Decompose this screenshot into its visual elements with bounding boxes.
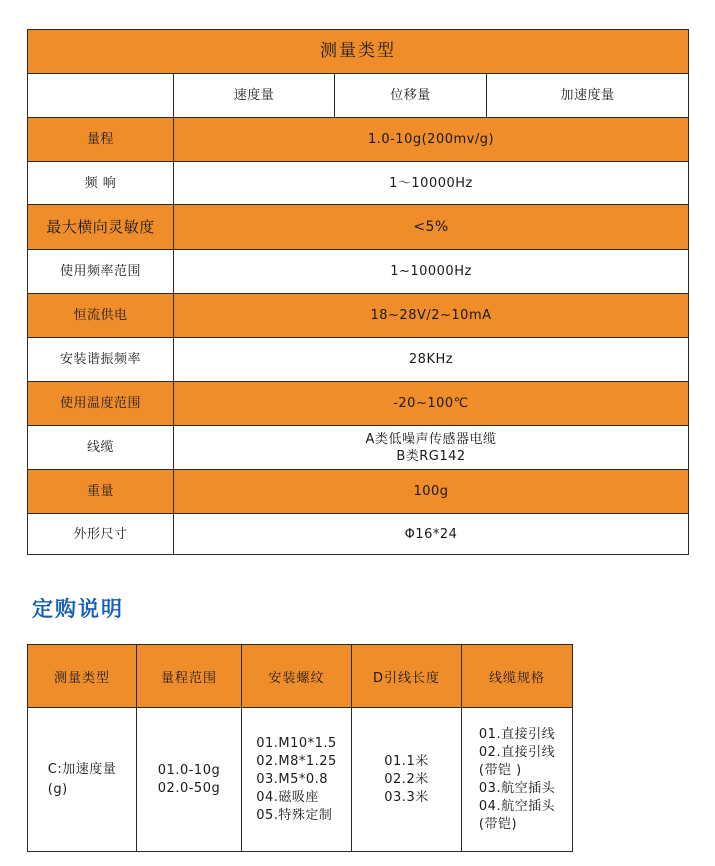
spec-value: <5% — [174, 205, 689, 250]
empty-cell — [28, 74, 174, 118]
list-item: 05.特殊定制 — [256, 807, 333, 823]
spec-label: 安装谐振频率 — [28, 338, 174, 382]
order-header: 测量类型 — [28, 645, 137, 708]
spec-table — [27, 29, 689, 555]
list-item: C:加速度量 — [47, 761, 117, 777]
spec-label: 最大横向灵敏度 — [28, 205, 174, 250]
spec-value: Φ16*24 — [174, 514, 689, 555]
list-item: 03.3米 — [384, 789, 429, 805]
spec-row — [28, 250, 689, 294]
range-cell — [137, 708, 242, 852]
cable-line-b: B类RG142 — [396, 448, 466, 464]
list-item: 04.磁吸座 — [256, 789, 319, 805]
spec-label: 恒流供电 — [28, 294, 174, 338]
spec-type-row — [28, 74, 689, 118]
order-header: 安装螺纹 — [242, 645, 352, 708]
spec-row — [28, 338, 689, 382]
spec-row — [28, 426, 689, 470]
spec-label: 量程 — [28, 118, 174, 162]
spec-value: 1～10000Hz — [174, 162, 689, 205]
spec-label: 外形尺寸 — [28, 514, 174, 555]
spec-value: 1.0-10g(200mv/g) — [174, 118, 689, 162]
spec-value — [174, 426, 689, 470]
spec-value: 28KHz — [174, 338, 689, 382]
cable-line-a: A类低噪声传感器电缆 — [365, 431, 497, 447]
spec-label: 使用频率范围 — [28, 250, 174, 294]
spec-row — [28, 514, 689, 555]
lead-length-cell — [352, 708, 462, 852]
list-item: 01.1米 — [384, 753, 429, 769]
list-item: 03.M5*0.8 — [256, 771, 329, 787]
cable-spec-cell — [462, 708, 573, 852]
list-item: 02.M8*1.25 — [256, 753, 337, 769]
order-header: 量程范围 — [137, 645, 242, 708]
list-item: 02.0-50g — [157, 780, 221, 796]
spec-value: 1~10000Hz — [174, 250, 689, 294]
spec-label: 线缆 — [28, 426, 174, 470]
spec-row — [28, 294, 689, 338]
spec-value: -20~100℃ — [174, 382, 689, 426]
measure-type-cell — [28, 708, 137, 852]
spec-value: 18~28V/2~10mA — [174, 294, 689, 338]
list-item: 01.M10*1.5 — [256, 735, 337, 751]
list-item: 02.直接引线 — [478, 744, 556, 760]
type-velocity: 速度量 — [174, 74, 335, 118]
list-item: 01.直接引线 — [478, 726, 556, 742]
type-acceleration: 加速度量 — [487, 74, 689, 118]
spec-title-row — [28, 30, 689, 74]
list-item: (带铠 ) — [478, 762, 522, 778]
spec-row — [28, 162, 689, 205]
order-table — [27, 644, 573, 852]
order-header-row — [28, 645, 573, 708]
order-header: D引线长度 — [352, 645, 462, 708]
spec-row — [28, 382, 689, 426]
spec-title: 测量类型 — [28, 30, 689, 74]
spec-label: 使用温度范围 — [28, 382, 174, 426]
list-item: 02.2米 — [384, 771, 429, 787]
spec-row — [28, 118, 689, 162]
spec-row — [28, 470, 689, 514]
spec-label: 频 响 — [28, 162, 174, 205]
list-item: (带铠) — [478, 816, 518, 832]
list-item: 03.航空插头 — [478, 780, 556, 796]
order-body-row — [28, 708, 573, 852]
list-item: 04.航空插头 — [478, 798, 556, 814]
spec-value: 100g — [174, 470, 689, 514]
list-item: 01.0-10g — [157, 762, 221, 778]
spec-label: 重量 — [28, 470, 174, 514]
thread-cell — [242, 708, 352, 852]
spec-row — [28, 205, 689, 250]
type-displacement: 位移量 — [335, 74, 487, 118]
order-header: 线缆规格 — [462, 645, 573, 708]
list-item: (g) — [47, 781, 68, 797]
section-title: 定购说明 — [32, 597, 124, 621]
